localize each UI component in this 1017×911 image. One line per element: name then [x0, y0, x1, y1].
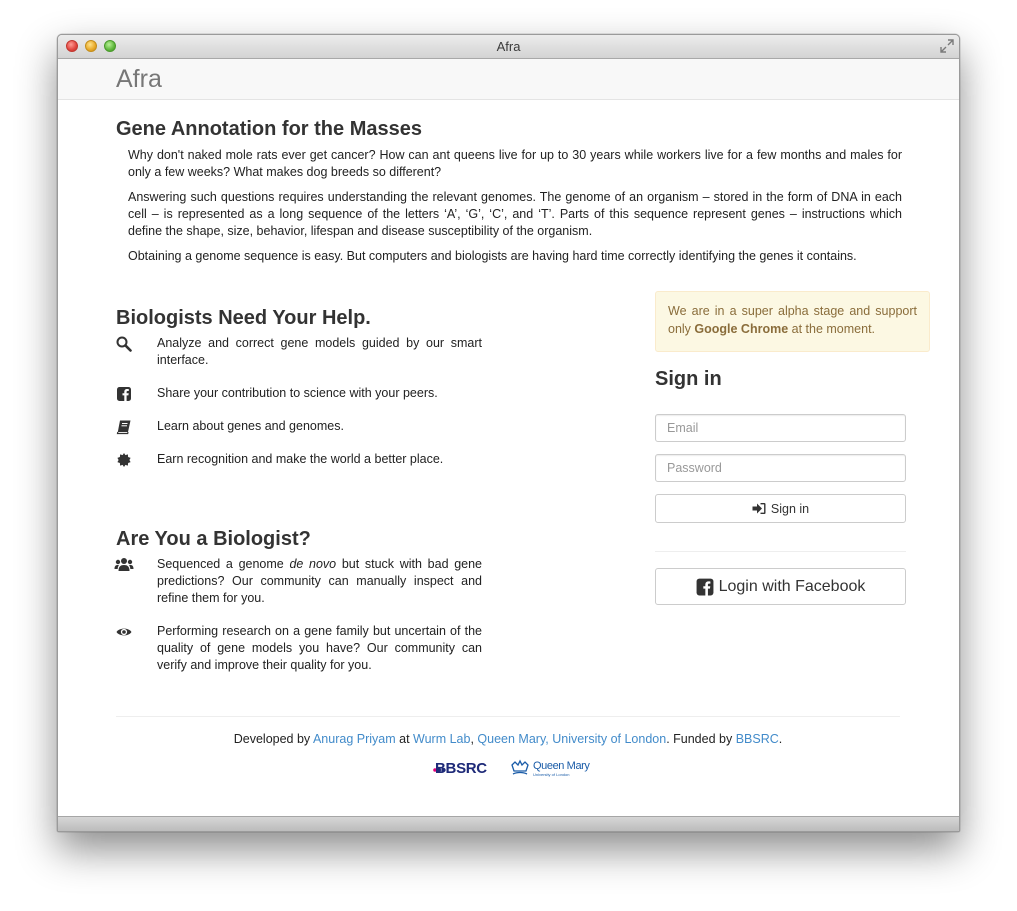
fullscreen-icon[interactable] — [940, 39, 954, 53]
queen-mary-logo[interactable]: Queen Mary — [533, 760, 590, 772]
title-bar — [58, 35, 959, 59]
navbar — [58, 59, 959, 100]
eye-icon — [116, 624, 132, 640]
intro-paragraph-1: Why don't naked mole rats ever get cancer? How can ant queens live for up to 30 years while workers live for a few months and males for only a few weeks? What makes dog breeds so different? — [128, 148, 902, 179]
queen-mary-logo-subtitle: University of London — [533, 772, 570, 777]
signin-divider — [655, 551, 906, 552]
feature-share-text: Share your contribution to science with your peers. — [157, 386, 438, 400]
email-field[interactable] — [655, 414, 906, 442]
browser-window — [57, 34, 960, 832]
intro-paragraph-2: Answering such questions requires understanding the relevant genomes. The genome of an organism – stored in the form of DNA in each cell – is represented as a long sequence of the letters ‘A’, ‘G’, ‘C’, and ‘T’. Parts of this sequence represent genes – instructions which define the shape, size, behavior, lifespan and disease susceptibility of the organism. — [128, 190, 902, 238]
facebook-square-icon — [116, 386, 132, 402]
footer-credits: Developed by Anurag Priyam at Wurm Lab, Queen Mary, University of London. Funded by BBSRC. — [233, 732, 783, 746]
queen-mary-crest-icon — [510, 759, 530, 777]
feature-earn-text: Earn recognition and make the world a better place. — [157, 452, 444, 466]
alert-browser-name: Google Chrome — [694, 322, 789, 336]
signin-button-label: Sign in — [770, 501, 810, 516]
university-link[interactable]: Queen Mary, University of London — [477, 732, 667, 746]
intro-heading: Gene Annotation for the Masses — [116, 118, 422, 140]
brand-logo[interactable]: Afra — [116, 65, 162, 93]
signin-button[interactable] — [655, 494, 906, 523]
signin-icon — [752, 502, 766, 515]
feature-learn — [116, 418, 482, 435]
password-field[interactable] — [655, 454, 906, 482]
intro-paragraph-3: Obtaining a genome sequence is easy. But computers and biologists are having hard time correctly identifying the genes it contains. — [128, 249, 857, 263]
book-icon — [116, 419, 132, 435]
users-icon — [114, 557, 134, 573]
certificate-icon — [116, 452, 132, 468]
feature-earn — [116, 451, 482, 468]
sponsor-logos — [58, 758, 959, 780]
lab-link[interactable]: Wurm Lab — [413, 732, 471, 746]
facebook-icon — [696, 578, 714, 596]
biologist-heading: Are You a Biologist? — [116, 528, 311, 550]
feature-share — [116, 385, 482, 402]
feature-research — [116, 623, 482, 674]
facebook-login-label: Login with Facebook — [718, 577, 866, 595]
feature-research-text: Performing research on a gene family but uncertain of the quality of gene models you have? Our community can verify and improve their quality for you. — [157, 624, 482, 672]
footer-divider — [116, 716, 900, 717]
feature-learn-text: Learn about genes and genomes. — [157, 419, 344, 433]
bbsrc-logo[interactable]: BBSRC — [435, 760, 487, 777]
feature-analyze — [116, 335, 482, 369]
window-bottom-bar — [58, 816, 959, 831]
signin-heading: Sign in — [655, 368, 722, 390]
feature-analyze-text: Analyze and correct gene models guided by our smart interface. — [157, 336, 482, 367]
feature-sequenced-text: Sequenced a genome de novo but stuck with bad gene predictions? Our community can manually inspect and refine them for you. — [157, 557, 483, 605]
window-title: Afra — [496, 39, 521, 54]
search-icon — [116, 336, 132, 352]
help-heading: Biologists Need Your Help. — [116, 307, 371, 329]
funder-link[interactable]: BBSRC — [735, 732, 779, 746]
browser-support-alert: We are in a super alpha stage and support only Google Chrome at the moment. — [655, 291, 930, 352]
facebook-login-button[interactable] — [655, 568, 906, 605]
author-link[interactable]: Anurag Priyam — [312, 732, 396, 746]
feature-sequenced — [116, 556, 482, 607]
